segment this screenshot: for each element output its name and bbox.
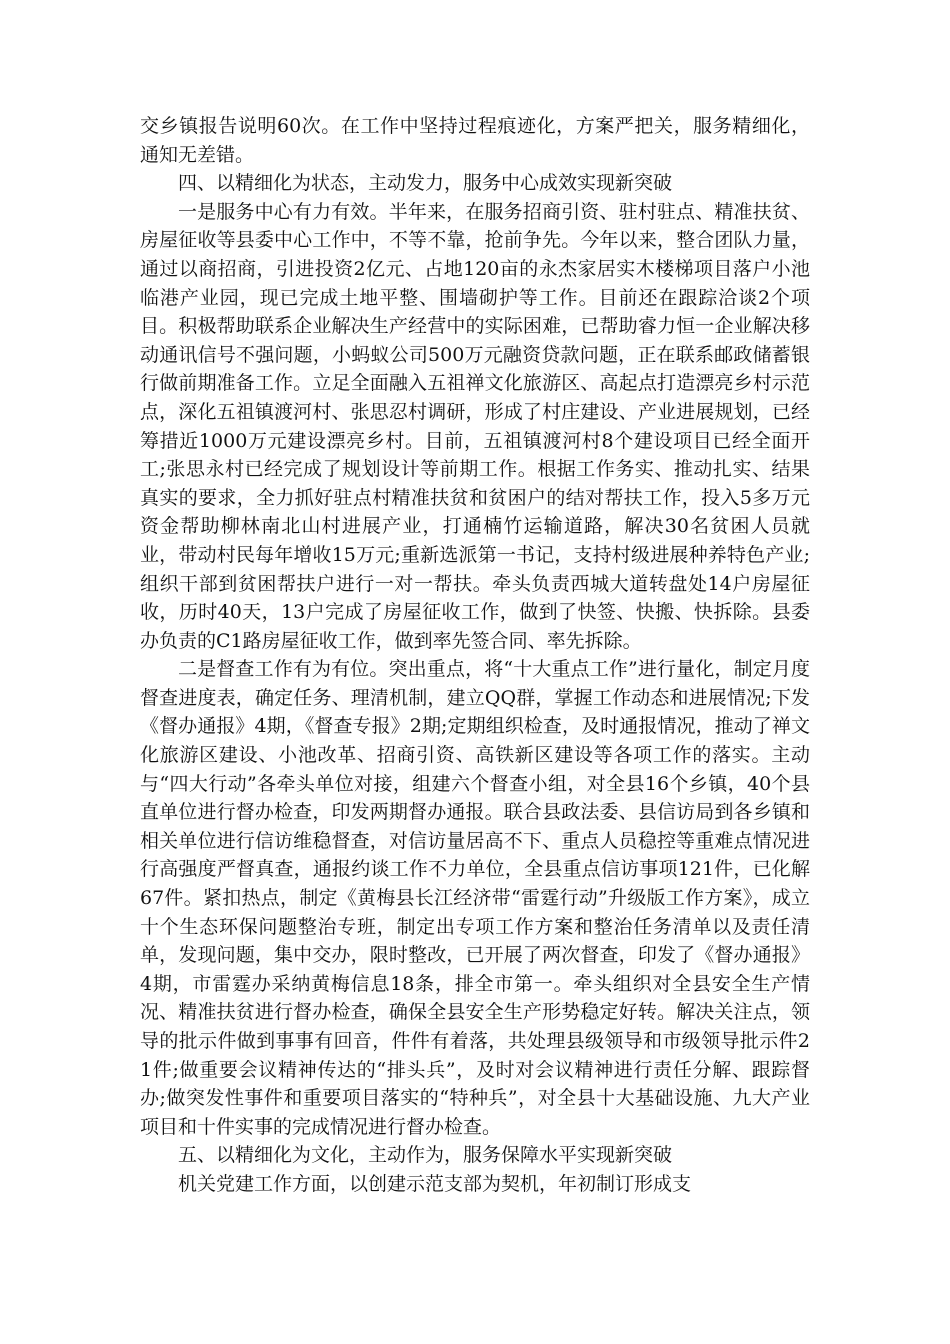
paragraph-party-building: 机关党建工作方面，以创建示范支部为契机，年初制订形成支 — [178, 1172, 692, 1195]
paragraph-continuation: 交乡镇报告说明60次。在工作中坚持过程痕迹化，方案严把关，服务精细化，通知无差错。 — [140, 115, 810, 166]
section-heading-five: 五、以精细化为文化，主动作为，服务保障水平实现新突破 — [178, 1144, 673, 1167]
paragraph-service-center: 一是服务中心有力有效。半年来，在服务招商引资、驻村驻点、精准扶贫、房屋征收等县委中心工作中，不等不靠，抢前争先。今年以来，整合团队力量，通过以商招商，引进投资2亿元、占地120亩的永杰家居实木楼梯项目落户小池临港产业园，现已完成土地平整、围墙砌护等工作。目前还在跟踪洽谈2个项目。积极帮助联系企业解决生产经营中的实际困难，已帮助睿力恒一企业解决移动通讯信号不强问题，小蚂蚁公司500万元融资贷款问题，正在联系邮政储蓄银行做前期准备工作。立足全面融入五祖禅文化旅游区、高起点打造漂亮乡村示范点，深化五祖镇渡河村、张思忍村调研，形成了村庄建设、产业进展规划，已经筹措近1000万元建设漂亮乡村。目前，五祖镇渡河村8个建设项目已经全面开工;张思永村已经完成了规划设计等前期工作。根据工作务实、推动扎实、结果真实的要求，全力抓好驻点村精准扶贫和贫困户的结对帮扶工作，投入5多万元资金帮助柳林南北山村进展产业，打通楠竹运输道路，解决30名贫困人员就业，带动村民每年增收15万元;重新选派第一书记，支持村级进展种养特色产业;组织干部到贫困帮扶户进行一对一帮扶。牵头负责西城大道转盘处14户房屋征收，历时40天，13户完成了房屋征收工作，做到了快签、快搬、快拆除。县委办负责的C1路房屋征收工作，做到率先签合同、率先拆除。 — [140, 200, 810, 652]
paragraph-supervision: 二是督查工作有为有位。突出重点，将“十大重点工作”进行量化，制定月度督查进度表，确定任务、理清机制，建立QQ群，掌握工作动态和进展情况;下发《督办通报》4期，《督查专报》2期;定期组织检查，及时通报情况，推动了禅文化旅游区建设、小池改革、招商引资、高铁新区建设等各项工作的落实。主动与“四大行动”各牵头单位对接，组建六个督查小组，对全县16个乡镇，40个县直单位进行督办检查，印发两期督办通报。联合县政法委、县信访局到各乡镇和相关单位进行信访维稳督查，对信访量居高不下、重点人员稳控等重难点情况进行高强度严督真查，通报约谈工作不力单位，全县重点信访事项121件，已化解67件。紧扣热点，制定《黄梅县长江经济带“雷霆行动”升级版工作方案》，成立十个生态环保问题整治专班，制定出专项工作方案和整治任务清单以及责任清单，发现问题，集中交办，限时整改，已开展了两次督查，印发了《督办通报》4期，市雷霆办采纳黄梅信息18条，排全市第一。牵头组织对全县安全生产情况、精准扶贫进行督办检查，确保全县安全生产形势稳定好转。解决关注点，领导的批示件做到事事有回音，件件有着落，共处理县级领导和市级领导批示件21件;做重要会议精神传达的“排头兵”，及时对会议精神进行责任分解、跟踪督办;做突发性事件和重要项目落实的“特种兵”，对全县十大基础设施、九大产业项目和十件实事的完成情况进行督办检查。 — [140, 658, 810, 1138]
document-body — [140, 112, 810, 1199]
section-heading-four: 四、以精细化为状态，主动发力，服务中心成效实现新突破 — [178, 172, 673, 195]
